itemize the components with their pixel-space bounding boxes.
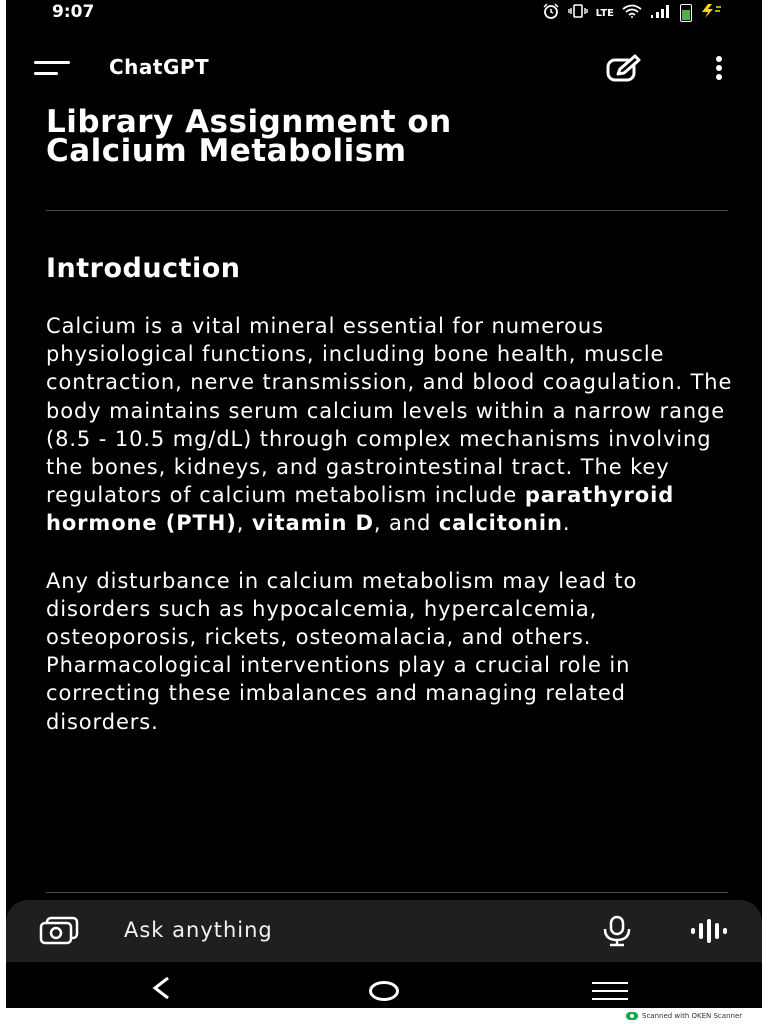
back-icon[interactable] (146, 974, 176, 1002)
more-options-icon[interactable] (712, 56, 726, 82)
vibrate-icon (568, 4, 588, 22)
microphone-icon[interactable] (600, 915, 634, 947)
voice-mode-icon[interactable] (689, 917, 729, 945)
signal-icon (650, 4, 672, 22)
app-header (6, 44, 762, 92)
scanner-watermark-text: Scanned with OKEN Scanner (642, 1012, 743, 1020)
ask-anything-input[interactable] (116, 910, 572, 950)
phone-screen (6, 0, 762, 1008)
document-content (46, 104, 736, 736)
new-chat-icon[interactable] (604, 54, 644, 84)
bottom-divider (46, 892, 728, 893)
menu-icon[interactable] (34, 58, 72, 78)
document-title-line1: Library Assignment on (46, 104, 452, 140)
volte-icon: LTE (595, 7, 614, 19)
camera-icon[interactable] (38, 916, 84, 946)
status-bar (6, 0, 762, 26)
bold-term-calcitonin: calcitonin (438, 511, 563, 536)
document-title (46, 104, 686, 169)
paragraph-1-sep2: , and (373, 511, 439, 536)
recents-icon[interactable] (592, 982, 628, 1002)
status-time: 9:07 (52, 2, 95, 22)
bold-term-vitamin-d: vitamin D (251, 511, 374, 536)
scanner-logo-icon (626, 1012, 638, 1020)
message-composer (6, 900, 762, 962)
charging-icon (700, 4, 722, 22)
bold-term-pth: parathyroid hormone (PTH) (46, 483, 675, 536)
document-title-line2: Calcium Metabolism (46, 133, 407, 169)
status-icons (542, 3, 722, 23)
wifi-icon (622, 4, 642, 22)
battery-icon (680, 4, 692, 22)
paragraph-1 (46, 312, 736, 538)
system-navbar (6, 962, 762, 1008)
paragraph-1-end: . (562, 511, 571, 536)
paragraph-1-text: Calcium is a vital mineral essential for numerous physiological functions, including bone health, muscle contraction, nerve transmission, and blood coagulation. The body maintains serum calcium levels within a narrow range (8.5 - 10.5 mg/dL) through complex mechanisms involving the bones, kidneys, and gastrointestinal tract. The key regulators of calcium metabolism include (46, 314, 733, 508)
section-heading: Introduction (46, 253, 241, 284)
paragraph-1-sep1: , (236, 511, 252, 536)
home-icon[interactable] (369, 981, 399, 1001)
scanner-watermark (626, 1010, 742, 1022)
section-divider (46, 210, 728, 211)
paragraph-2: Any disturbance in calcium metabolism may lead to disorders such as hypocalcemia, hypercalcemia, osteoporosis, rickets, osteomalacia, and others. Pharmacological interventions play a crucial role in correcting these imbalances and managing related disorders. (46, 568, 638, 734)
app-title: ChatGPT (109, 55, 210, 79)
alarm-icon (542, 3, 560, 23)
